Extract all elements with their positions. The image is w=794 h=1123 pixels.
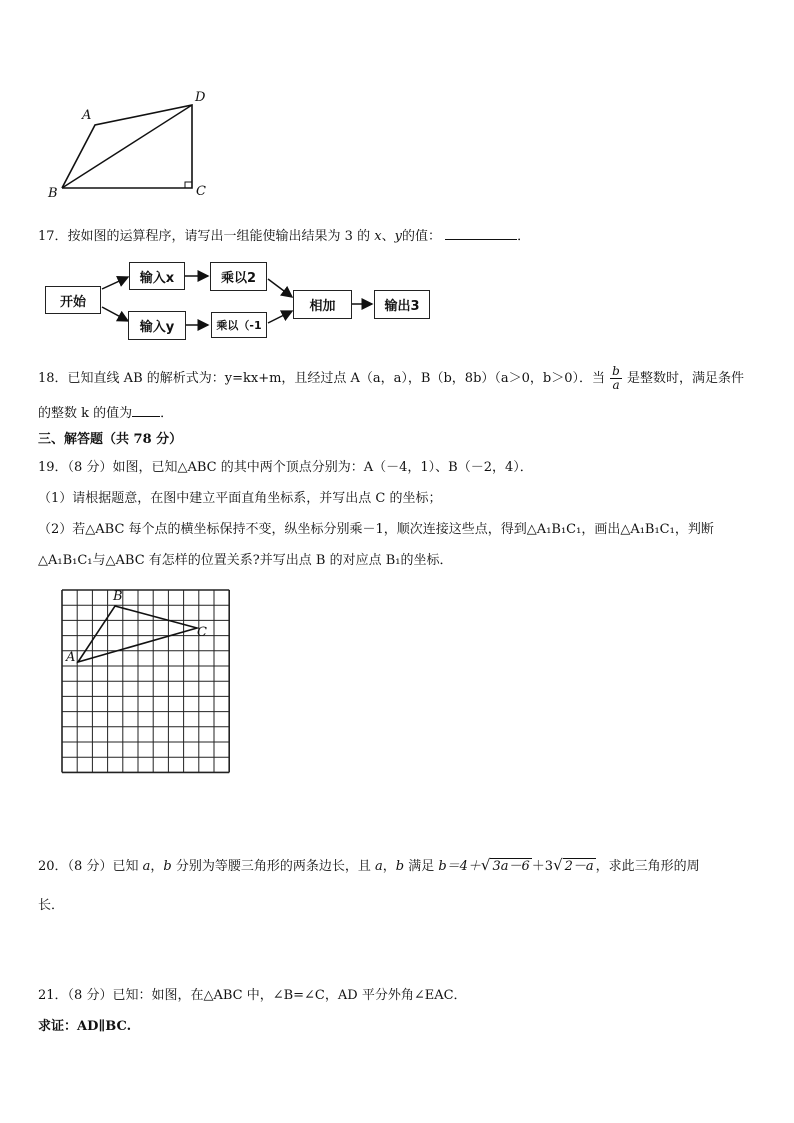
question-19-line-4: △A₁B₁C₁与△ABC 有怎样的位置关系?并写出点 B 的对应点 B₁的坐标． xyxy=(38,553,453,568)
radical-2: 2－a xyxy=(564,859,594,874)
answer-blank-17 xyxy=(445,239,517,240)
vertex-label-c: C xyxy=(196,184,206,199)
flow-input-x-box: 输入x xyxy=(129,262,185,290)
grid-label-a: A xyxy=(66,650,76,665)
question-19-line-2: （1）请根据题意，在图中建立平面直角坐标系，并写出点 C 的坐标； xyxy=(38,491,442,506)
flow-input-y-box: 输入y xyxy=(128,311,186,340)
question-18-line-2: 的整数 k 的值为 ． xyxy=(38,406,174,421)
question-21-line-1: 21．（8 分）已知：如图，在△ABC 中，∠B=∠C，AD 平分外角∠EAC． xyxy=(38,988,467,1003)
question-19-line-3: （2）若△ABC 每个点的横坐标保持不变，纵坐标分别乘－1，顺次连接这些点，得到△A₁B₁C₁，画出△A₁B₁C₁，判断 xyxy=(38,522,714,537)
question-19-line-1: 19．（8 分）如图，已知△ABC 的其中两个顶点分别为：A（－4，1）、B（－2，4）． xyxy=(38,460,533,475)
question-20-line-2: 长． xyxy=(38,898,65,913)
grid-label-c: C xyxy=(197,625,207,640)
grid-figure xyxy=(60,588,235,778)
vertex-label-b: B xyxy=(48,186,58,201)
flow-start-box: 开始 xyxy=(45,286,101,314)
flow-add-box: 相加 xyxy=(293,290,352,319)
radical-1: 3a－6 xyxy=(492,859,530,874)
grid-label-b: B xyxy=(113,589,123,604)
fraction-b-over-a: $\frac{b}{a}$ xyxy=(612,364,620,392)
section-heading: 三、解答题（共 78 分） xyxy=(38,432,183,447)
flow-times-2-box: 乘以2 xyxy=(210,262,267,291)
question-17: 17．按如图的运算程序，请写出一组能使输出结果为 3 的 x、y的值： ． xyxy=(38,229,531,244)
question-18-line-1: 18．已知直线 AB 的解析式为：y=kx+m，且经过点 A（a，a），B（b，8b）（a＞0，b＞0）．当 $\frac{b}{a}$ 是整数时，满足条件 xyxy=(38,364,745,392)
flow-output-box: 输出3 xyxy=(374,290,430,319)
vertex-label-d: D xyxy=(195,90,206,105)
vertex-label-a: A xyxy=(82,108,92,123)
question-21-line-2: 求证：AD∥BC. xyxy=(38,1019,132,1034)
quadrilateral-figure xyxy=(40,85,240,205)
flow-times-neg1-box: 乘以（-1 xyxy=(211,312,267,338)
answer-blank-18 xyxy=(132,416,160,417)
question-20-line-1: 20．（8 分）已知 a，b 分别为等腰三角形的两条边长，且 a，b 满足 b＝4＋√ 3a－6 ＋3√ 2－a ，求此三角形的周 xyxy=(38,856,700,874)
